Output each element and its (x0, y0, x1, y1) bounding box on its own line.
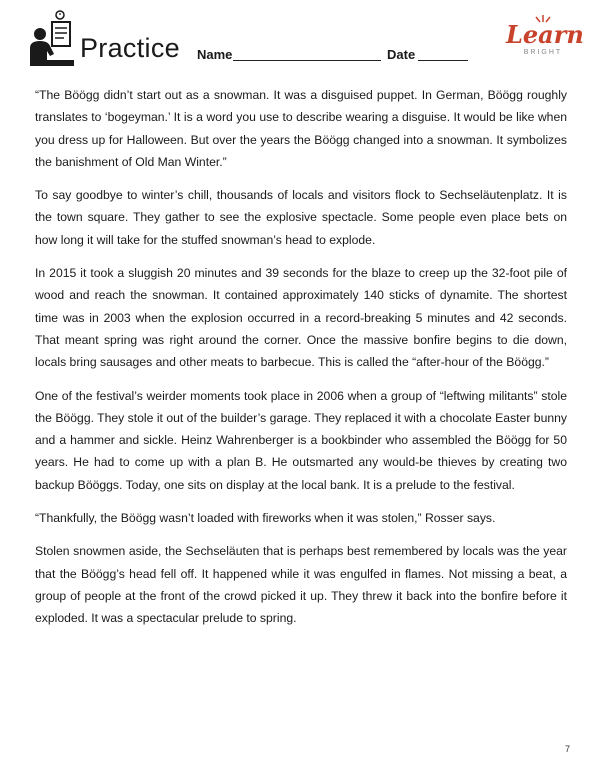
date-field[interactable] (418, 60, 468, 61)
worksheet-header (0, 0, 600, 80)
paragraph: In 2015 it took a sluggish 20 minutes and 39 seconds for the blaze to creep up the 32-foot pile of wood and reach the snowman. It contained approximately 140 sticks of dynamite. The shortest time was in 2003 when the explosion occurred in a record-breaking 5 minutes and 42 seconds. That meant spring was right around the corner. Once the massive bonfire begins to die down, locals bring sausages and other meats to barbecue. This is called the “after-hour of the Böögg.” (35, 266, 567, 370)
page-title: Practice (80, 33, 180, 63)
paragraph: To say goodbye to winter’s chill, thousands of locals and visitors flock to Sechseläutenplatz. It is the town square. They gather to see the explosive spectacle. Some people even place bets on how long it will take for the stuffed snowman’s head to explode. (35, 188, 567, 247)
name-label: Name (197, 47, 233, 62)
paragraph: One of the festival’s weirder moments took place in 2006 when a group of “leftwing militants” stole the Böögg. They stole it out of the builder’s garage. They replaced it with a chocolate Easter bunny and a hammer and sickle. Heinz Wahrenberger is a bookbinder who assembled the Böögg for 50 years. He had to come up with a plan B. He outsmarted any would-be thieves by creating two backup Bööggs. Today, one sits on display at the local bank. It is a prelude to the festival. (35, 388, 567, 492)
logo-spark-icon (534, 15, 552, 23)
logo-wordmark: Learn (506, 20, 584, 49)
paragraph: “Thankfully, the Böögg wasn’t loaded with fireworks when it was stolen,” Rosser says. (35, 511, 496, 526)
logo-subtitle: BRIGHT (523, 49, 563, 56)
reading-passage (35, 84, 567, 641)
date-label: Date (387, 47, 416, 62)
page-number: 7 (564, 744, 570, 754)
student-at-worksheet-icon (30, 10, 74, 68)
learn-bright-logo (506, 20, 584, 66)
paragraph: “The Böögg didn’t start out as a snowman. It was a disguised puppet. In German, Böögg roughly translates to ‘bogeyman.’ It is a word you use to describe wearing a disguise. It would be like when you dress up for Halloween. But over the years the Böögg changed into a snowman. It symbolizes the banishment of Old Man Winter.” (35, 88, 567, 169)
name-field[interactable] (233, 60, 381, 61)
paragraph: Stolen snowmen aside, the Sechseläuten that is perhaps best remembered by locals was the year that the Böögg’s head fell off. It happened while it was engulfed in flames. Not missing a beat, a group of people at the front of the crowd picked it up. They threw it back into the bonfire before it exploded. It was a spectacular prelude to spring. (35, 544, 567, 626)
